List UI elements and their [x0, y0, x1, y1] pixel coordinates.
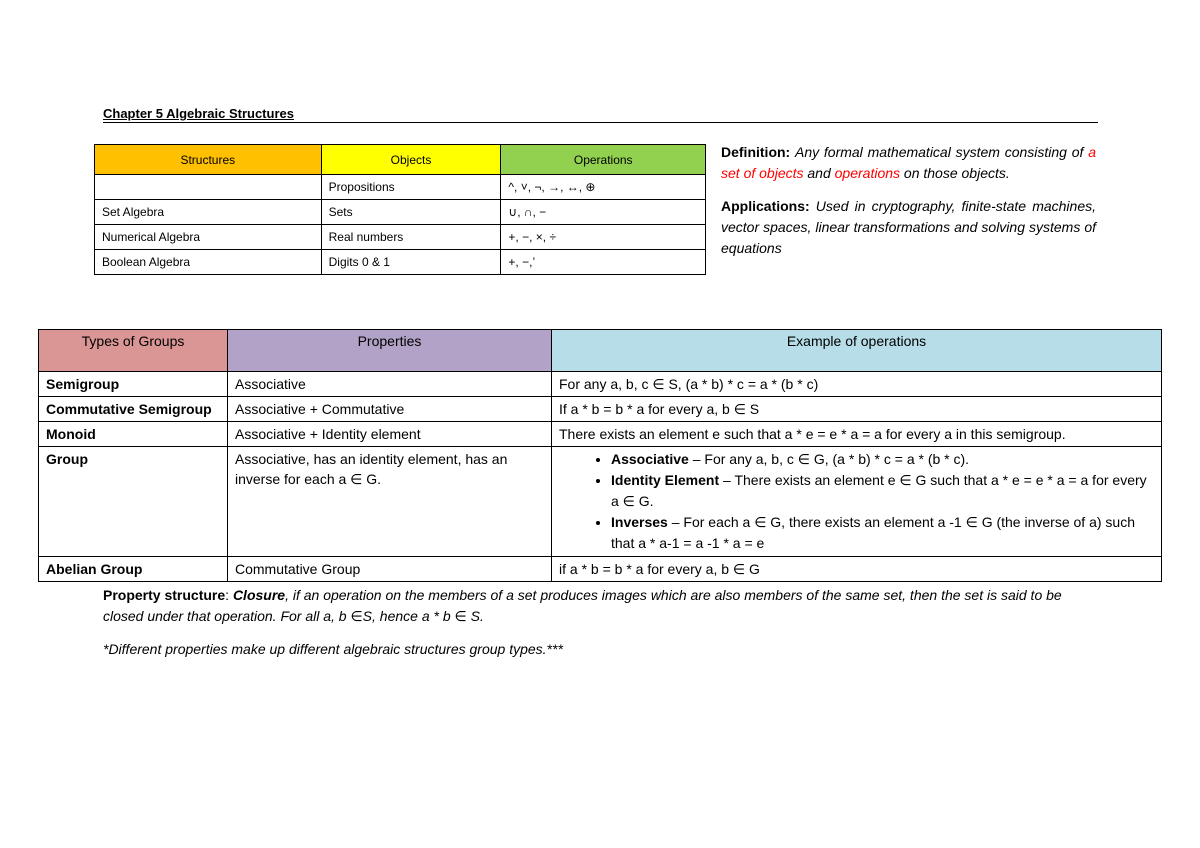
header-properties: Properties	[228, 330, 552, 372]
table-row	[39, 422, 1162, 447]
structures-table	[94, 144, 706, 275]
cell-properties: Commutative Group	[228, 557, 552, 582]
applications-text: Used in cryptography, finite-state machines, vector spaces, linear transformations and solving systems of equations	[721, 198, 1097, 256]
axiom-text: – For each a ∈ G, there exists an element a -1 ∈ G (the inverse of a) such that a * a-1 = a -1 * a = e	[611, 514, 1135, 551]
property-structure-paragraph	[103, 585, 1098, 627]
cell-group-type: Monoid	[39, 422, 228, 447]
property-structure-label: Property structure	[103, 587, 226, 603]
cell-operations: +, −, ×, ÷	[501, 225, 706, 250]
cell-example-list	[552, 447, 1162, 557]
cell-objects: Propositions	[321, 175, 501, 200]
groups-table	[38, 329, 1162, 582]
cell-group-type: Commutative Semigroup	[39, 397, 228, 422]
definition-paragraph	[721, 142, 1096, 184]
cell-example: if a * b = b * a for every a, b ∈ G	[552, 557, 1162, 582]
definition-label: Definition:	[721, 144, 791, 160]
property-structure-colon: :	[225, 587, 233, 603]
cell-example: There exists an element e such that a * e = e * a = a for every a in this semigroup.	[552, 422, 1162, 447]
table-header-row	[39, 330, 1162, 372]
header-structures: Structures	[95, 145, 322, 175]
axiom-text: – There exists an element e ∈ G such that a * e = e * a = a for every a ∈ G.	[611, 472, 1147, 509]
page-title: Chapter 5 Algebraic Structures	[103, 106, 1098, 123]
cell-properties: Associative + Commutative	[228, 397, 552, 422]
cell-properties: Associative	[228, 372, 552, 397]
definition-highlight-operations: operations	[834, 165, 901, 181]
table-row	[39, 557, 1162, 582]
cell-properties: Associative, has an identity element, has an inverse for each a ∈ G.	[228, 447, 552, 557]
cell-objects: Digits 0 & 1	[321, 250, 501, 275]
axiom-term: Identity Element	[611, 472, 720, 488]
definition-text: on those objects.	[900, 165, 1010, 181]
list-item	[611, 470, 1154, 512]
group-axioms-list	[559, 449, 1154, 554]
closure-term: Closure	[232, 587, 286, 603]
table-row	[39, 447, 1162, 557]
table-header-row	[95, 145, 706, 175]
applications-label: Applications:	[721, 198, 810, 214]
table-row	[95, 200, 706, 225]
table-row	[95, 250, 706, 275]
cell-structure	[95, 175, 322, 200]
cell-operations: ^, ˅, ¬, →, ↔, ⊕	[501, 175, 706, 200]
applications-paragraph	[721, 196, 1096, 259]
cell-operations: ∪, ∩, −	[501, 200, 706, 225]
header-objects: Objects	[321, 145, 501, 175]
cell-group-type: Abelian Group	[39, 557, 228, 582]
table-row	[39, 397, 1162, 422]
cell-group-type: Semigroup	[39, 372, 228, 397]
table-row	[39, 372, 1162, 397]
definition-text: and	[803, 165, 835, 181]
cell-structure: Set Algebra	[95, 200, 322, 225]
cell-properties: Associative + Identity element	[228, 422, 552, 447]
definition-highlight-objects: a set of objects	[721, 144, 1096, 181]
notes-block	[103, 585, 1098, 672]
cell-objects: Real numbers	[321, 225, 501, 250]
table-row	[95, 175, 706, 200]
cell-group-type: Group	[39, 447, 228, 557]
header-operations: Operations	[501, 145, 706, 175]
cell-structure: Numerical Algebra	[95, 225, 322, 250]
header-types-of-groups: Types of Groups	[39, 330, 228, 372]
cell-example: If a * b = b * a for every a, b ∈ S	[552, 397, 1162, 422]
axiom-term: Associative	[611, 451, 689, 467]
cell-operations: +, −,’	[501, 250, 706, 275]
closure-text: , if an operation on the members of a set produces images which are also members of the same set, then the set is said to be closed under that operation. For all a, b ∈S, hence a * b ∈ S.	[103, 587, 1062, 624]
list-item	[611, 512, 1154, 554]
axiom-text: – For any a, b, c ∈ G, (a * b) * c = a * (b * c).	[688, 451, 970, 467]
table-row	[95, 225, 706, 250]
cell-structure: Boolean Algebra	[95, 250, 322, 275]
footnote-text: *Different properties make up different algebraic structures group types.***	[103, 641, 563, 657]
list-item	[611, 449, 1154, 470]
footnote	[103, 639, 1098, 660]
cell-objects: Sets	[321, 200, 501, 225]
definition-text: Any formal mathematical system consisting of	[795, 144, 1089, 160]
axiom-term: Inverses	[611, 514, 668, 530]
cell-example: For any a, b, c ∈ S, (a * b) * c = a * (b * c)	[552, 372, 1162, 397]
header-example-of-operations: Example of operations	[552, 330, 1162, 372]
definitions-block	[721, 142, 1096, 271]
